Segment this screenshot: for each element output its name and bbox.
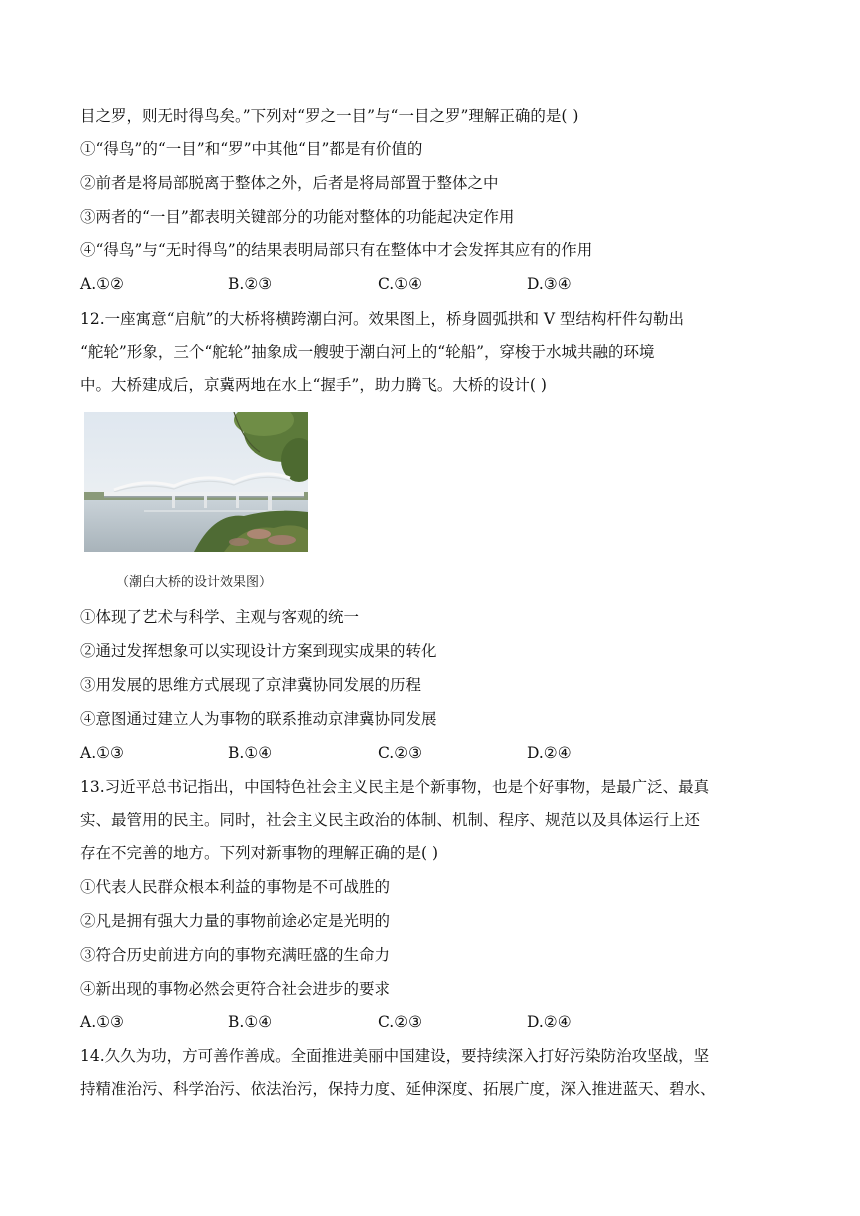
q13-stem-line-1: 13.习近平总书记指出，中国特色社会主义民主是个新事物，也是个好事物，是最广泛、最真 <box>80 778 710 796</box>
q12-item-2: ②通过发挥想象可以实现设计方案到现实成果的转化 <box>80 642 437 660</box>
q12-item-3: ③用发展的思维方式展现了京津冀协同发展的历程 <box>80 676 422 694</box>
q11-item-4: ④“得鸟”与“无时得鸟”的结果表明局部只有在整体中才会发挥其应有的作用 <box>80 241 593 259</box>
q13-option-d: D.②④ <box>527 1013 572 1031</box>
q11-item-1: ①“得鸟”的“一目”和“罗”中其他“目”都是有价值的 <box>80 140 423 158</box>
bridge-illustration <box>84 412 308 552</box>
q12-option-c: C.②③ <box>378 744 423 762</box>
q13-option-b: B.①④ <box>228 1013 273 1031</box>
bridge-figure <box>84 412 308 552</box>
q13-item-1: ①代表人民群众根本利益的事物是不可战胜的 <box>80 878 391 896</box>
q13-item-4: ④新出现的事物必然会更符合社会进步的要求 <box>80 980 391 998</box>
q12-stem-line-2: “舵轮”形象，三个“舵轮”抽象成一艘驶于潮白河上的“轮船”，穿梭于水城共融的环境 <box>80 343 655 361</box>
q11-option-c: C.①④ <box>378 275 423 293</box>
q12-option-b: B.①④ <box>228 744 273 762</box>
q13-stem-line-3: 存在不完善的地方。下列对新事物的理解正确的是( ) <box>80 844 439 862</box>
q11-option-a: A.①② <box>80 275 124 293</box>
q12-stem-line-3: 中。大桥建成后，京冀两地在水上“握手”，助力腾飞。大桥的设计( ) <box>80 376 547 394</box>
q11-item-3: ③两者的“一目”都表明关键部分的功能对整体的功能起决定作用 <box>80 208 515 226</box>
q12-item-4: ④意图通过建立人为事物的联系推动京津冀协同发展 <box>80 710 437 728</box>
q12-item-1: ①体现了艺术与科学、主观与客观的统一 <box>80 608 360 626</box>
figure-caption: （潮白大桥的设计效果图） <box>116 575 273 590</box>
q14-stem-line-1: 14.久久为功，方可善作善成。全面推进美丽中国建设，要持续深入打好污染防治攻坚战，坚 <box>80 1047 710 1065</box>
q11-stem-tail: 目之罗，则无时得鸟矣。”下列对“罗之一目”与“一目之罗”理解正确的是( ) <box>80 107 579 125</box>
q13-option-c: C.②③ <box>378 1013 423 1031</box>
q13-item-3: ③符合历史前进方向的事物充满旺盛的生命力 <box>80 946 391 964</box>
q12-stem-line-1: 12.一座寓意“启航”的大桥将横跨潮白河。效果图上，桥身圆弧拱和 V 型结构杆件勾勒出 <box>80 310 685 328</box>
q13-option-a: A.①③ <box>80 1013 124 1031</box>
q13-stem-line-2: 实、最管用的民主。同时，社会主义民主政治的体制、机制、程序、规范以及具体运行上还 <box>80 811 701 829</box>
q13-item-2: ②凡是拥有强大力量的事物前途必定是光明的 <box>80 912 391 930</box>
q14-stem-line-2: 持精准治污、科学治污、依法治污，保持力度、延伸深度、拓展广度，深入推进蓝天、碧水、 <box>80 1080 716 1098</box>
q11-option-d: D.③④ <box>527 275 572 293</box>
q12-option-a: A.①③ <box>80 744 124 762</box>
q12-option-d: D.②④ <box>527 744 572 762</box>
q11-item-2: ②前者是将局部脱离于整体之外，后者是将局部置于整体之中 <box>80 174 499 192</box>
q11-option-b: B.②③ <box>228 275 273 293</box>
